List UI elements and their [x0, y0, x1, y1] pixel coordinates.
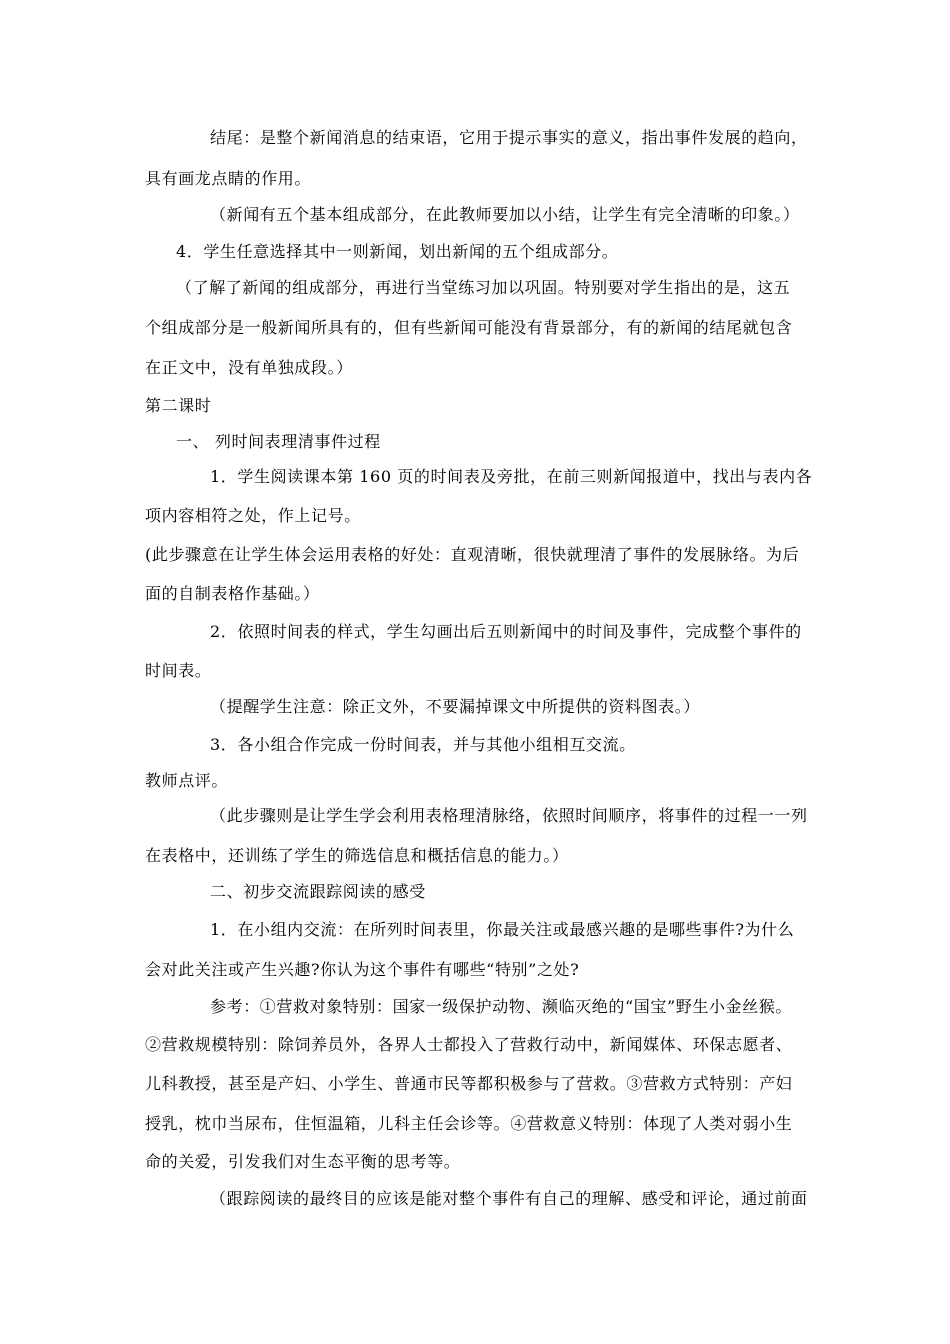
text-line: （新闻有五个基本组成部分，在此教师要加以小结，让学生有完全清晰的印象。） — [210, 205, 800, 224]
text-line: 1．在小组内交流：在所列时间表里，你最关注或最感兴趣的是哪些事件?为什么 — [210, 920, 795, 939]
text-line: 在表格中，还训练了学生的筛选信息和概括信息的能力。） — [145, 846, 569, 865]
section-heading: 第二课时 — [145, 396, 212, 415]
text-line: （此步骤则是让学生学会利用表格理清脉络，依照时间顺序，将事件的过程一一列 — [210, 806, 808, 825]
text-line: 儿科教授，甚至是产妇、小学生、普通市民等都积极参与了营救。③营救方式特别：产妇 — [145, 1074, 793, 1093]
text-line: 3．各小组合作完成一份时间表，并与其他小组相互交流。 — [210, 735, 636, 754]
text-line: 授乳，枕巾当尿布，住恒温箱，儿科主任会诊等。④营救意义特别：体现了人类对弱小生 — [145, 1114, 793, 1133]
text-line: 在正文中，没有单独成段。） — [145, 358, 353, 377]
text-line: 2．依照时间表的样式，学生勾画出后五则新闻中的时间及事件，完成整个事件的 — [210, 622, 802, 641]
text-line: 具有画龙点睛的作用。 — [145, 169, 312, 188]
text-line: (此步骤意在让学生体会运用表格的好处：直观清晰，很快就理清了事件的发展脉络。为后 — [145, 545, 800, 564]
text-line: （了解了新闻的组成部分，再进行当堂练习加以巩固。特别要对学生指出的是，这五 — [176, 278, 791, 297]
text-line: 时间表。 — [145, 661, 212, 680]
text-line: 4．学生任意选择其中一则新闻，划出新闻的五个组成部分。 — [176, 242, 619, 261]
text-line: 个组成部分是一般新闻所具有的，但有些新闻可能没有背景部分，有的新闻的结尾就包含 — [145, 318, 793, 337]
text-line: ②营救规模特别：除饲养员外，各界人士都投入了营救行动中，新闻媒体、环保志愿者、 — [145, 1035, 793, 1054]
text-line: 命的关爱，引发我们对生态平衡的思考等。 — [145, 1152, 461, 1171]
text-line: （提醒学生注意：除正文外，不要漏掉课文中所提供的资料图表。） — [210, 697, 701, 716]
text-line: （跟踪阅读的最终目的应该是能对整个事件有自己的理解、感受和评论，通过前面 — [210, 1189, 808, 1208]
subsection-heading: 一、 列时间表理清事件过程 — [176, 432, 381, 451]
text-line: 项内容相符之处，作上记号。 — [145, 506, 361, 525]
text-line: 1．学生阅读课本第 160 页的时间表及旁批，在前三则新闻报道中，找出与表内各 — [210, 467, 813, 486]
text-line: 会对此关注或产生兴趣?你认为这个事件有哪些“特别”之处? — [145, 960, 580, 979]
text-line: 参考：①营救对象特别：国家一级保护动物、濒临灭绝的“国宝”野生小金丝猴。 — [210, 997, 792, 1016]
text-line: 结尾：是整个新闻消息的结束语，它用于提示事实的意义，指出事件发展的趋向， — [210, 128, 808, 147]
subsection-heading: 二、初步交流跟踪阅读的感受 — [210, 882, 426, 901]
text-line: 面的自制表格作基础。） — [145, 584, 320, 603]
text-line: 教师点评。 — [145, 771, 229, 790]
